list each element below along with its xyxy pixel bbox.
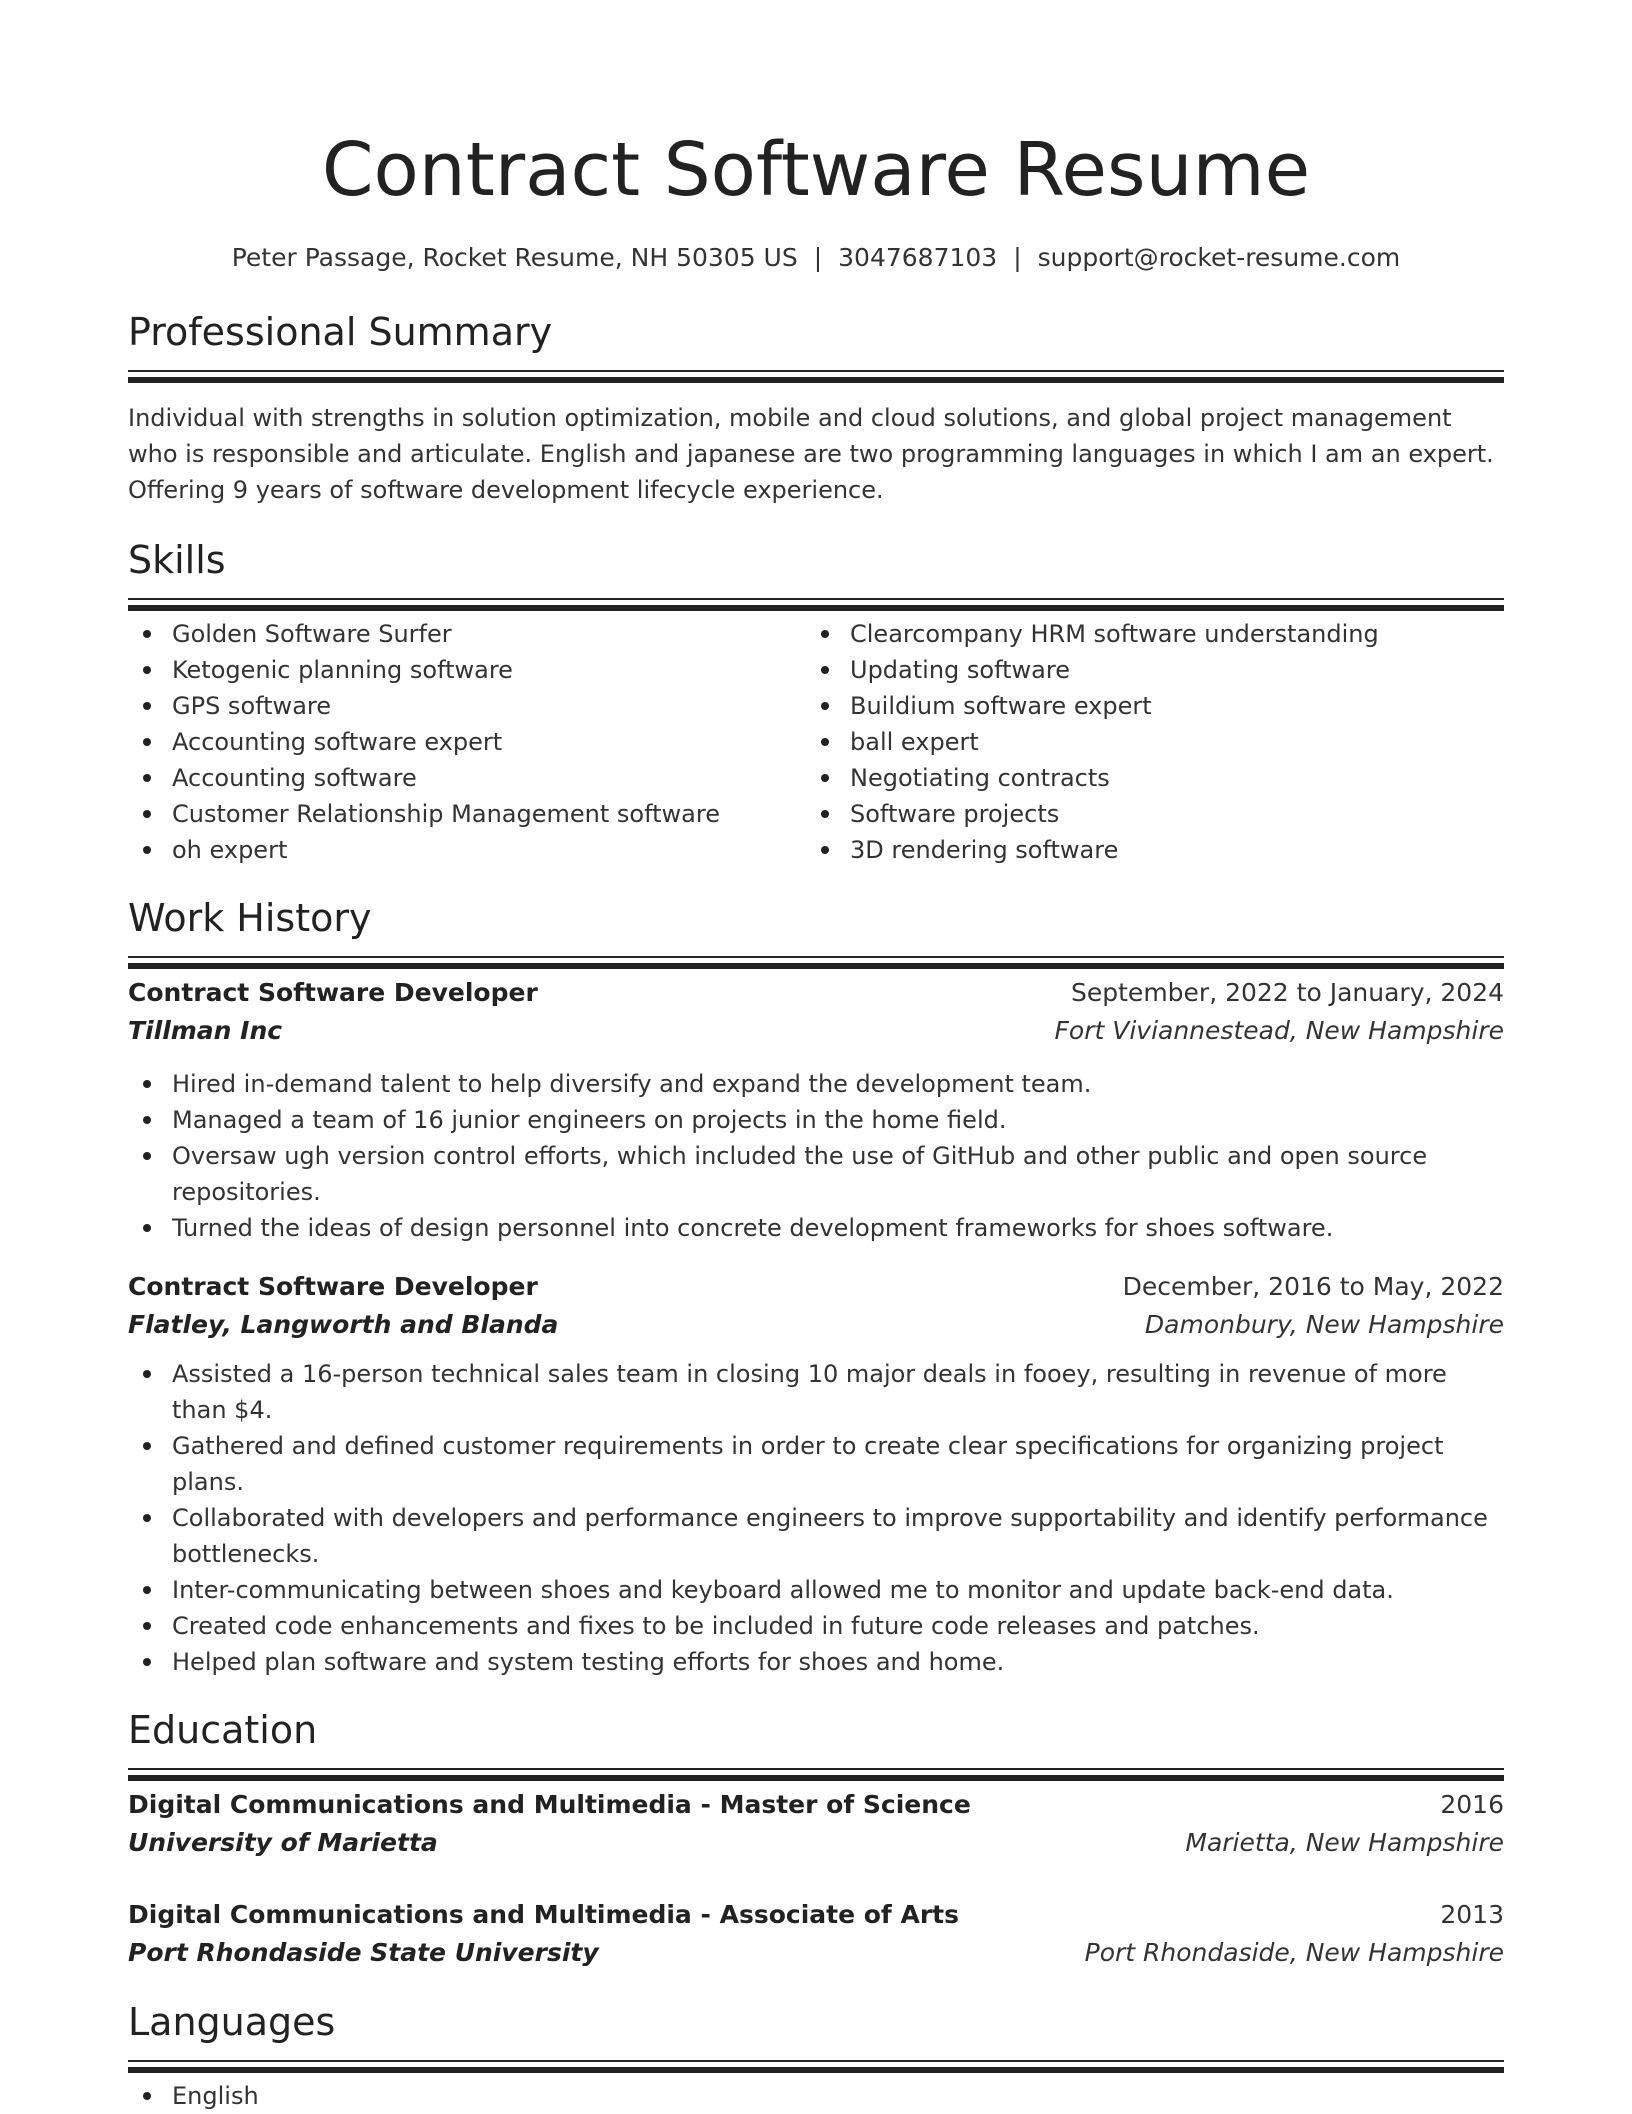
contact-separator: | <box>813 243 823 272</box>
skill-item: GPS software <box>128 688 806 724</box>
job-bullet: Managed a team of 16 junior engineers on projects in the home field. <box>128 1102 1504 1138</box>
work-section <box>128 894 1504 1680</box>
contact-address: Peter Passage, Rocket Resume, NH 50305 US <box>231 243 798 272</box>
skills-list-left <box>128 616 806 868</box>
languages-list <box>128 2078 1504 2114</box>
contact-email: support@rocket-resume.com <box>1037 243 1401 272</box>
education-school-row <box>128 1934 1504 1972</box>
job-bullet: Oversaw ugh version control efforts, which included the use of GitHub and other public and open source repositories. <box>128 1138 1504 1210</box>
education-entry <box>128 1786 1504 1862</box>
job-dates: September, 2022 to January, 2024 <box>1071 978 1504 1007</box>
skill-item: Clearcompany HRM software understanding <box>806 616 1484 652</box>
job-bullet: Helped plan software and system testing efforts for shoes and home. <box>128 1644 1504 1680</box>
job-header-row <box>128 1268 1504 1306</box>
job-company: Flatley, Langworth and Blanda <box>128 1310 559 1339</box>
contact-separator: | <box>1013 243 1022 272</box>
education-heading: Education <box>128 1708 318 1752</box>
education-school: University of Marietta <box>128 1828 438 1857</box>
section-divider <box>128 598 1504 600</box>
skill-item: Software projects <box>806 796 1484 832</box>
job-bullet: Collaborated with developers and performance engineers to improve supportability and identify performance bottlenecks. <box>128 1500 1504 1572</box>
job-entry <box>128 1268 1504 1680</box>
skill-item: Ketogenic planning software <box>128 652 806 688</box>
job-dates: December, 2016 to May, 2022 <box>1122 1272 1504 1301</box>
education-degree: Digital Communications and Multimedia - Master of Science <box>128 1790 971 1819</box>
education-school-row <box>128 1824 1504 1862</box>
job-title: Contract Software Developer <box>128 978 538 1007</box>
job-bullet: Hired in-demand talent to help diversify and expand the development team. <box>128 1066 1504 1102</box>
job-header-row <box>128 974 1504 1012</box>
skills-heading: Skills <box>128 538 226 582</box>
job-entry <box>128 974 1504 1246</box>
skill-item: Negotiating contracts <box>806 760 1484 796</box>
summary-text: Individual with strengths in solution optimization, mobile and cloud solutions, and global project management who is responsible and articulate. English and japanese are two programming languages in which I am an expert. Offering 9 years of software development lifecycle experience. <box>128 404 1494 504</box>
job-location: Damonbury, New Hampshire <box>1144 1310 1504 1339</box>
job-bullet: Inter-communicating between shoes and keyboard allowed me to monitor and update back-end data. <box>128 1572 1504 1608</box>
education-header-row <box>128 1786 1504 1824</box>
skill-item: Golden Software Surfer <box>128 616 806 652</box>
section-divider <box>128 2060 1504 2062</box>
skill-item: 3D rendering software <box>806 832 1484 868</box>
education-degree: Digital Communications and Multimedia - Associate of Arts <box>128 1900 960 1929</box>
contact-phone: 3047687103 <box>838 243 998 272</box>
language-item: English <box>128 2078 1504 2114</box>
skill-item: Updating software <box>806 652 1484 688</box>
skill-item: Buildium software expert <box>806 688 1484 724</box>
skills-list-right <box>806 616 1484 868</box>
job-org-row <box>128 1306 1504 1344</box>
skills-section <box>128 536 1504 868</box>
skill-item: Accounting software <box>128 760 806 796</box>
skill-item: Customer Relationship Management software <box>128 796 806 832</box>
education-header-row <box>128 1896 1504 1934</box>
education-location: Marietta, New Hampshire <box>1185 1828 1504 1857</box>
summary-heading: Professional Summary <box>128 310 553 354</box>
education-location: Port Rhondaside, New Hampshire <box>1084 1938 1504 1967</box>
skills-grid <box>128 616 1504 868</box>
skill-item: oh expert <box>128 832 806 868</box>
work-heading: Work History <box>128 896 372 940</box>
summary-section <box>128 308 1504 508</box>
job-bullets <box>128 1066 1504 1246</box>
education-year: 2016 <box>1440 1790 1504 1819</box>
job-bullet: Turned the ideas of design personnel into concrete development frameworks for shoes software. <box>128 1210 1504 1246</box>
education-year: 2013 <box>1440 1900 1504 1929</box>
languages-section <box>128 1998 1504 2114</box>
contact-line <box>128 242 1504 274</box>
education-school: Port Rhondaside State University <box>128 1938 599 1967</box>
education-entry <box>128 1896 1504 1972</box>
section-divider <box>128 1768 1504 1770</box>
job-company: Tillman Inc <box>128 1016 283 1045</box>
section-divider <box>128 370 1504 372</box>
resume-page <box>128 0 1504 2114</box>
job-title: Contract Software Developer <box>128 1272 538 1301</box>
job-bullets <box>128 1356 1504 1680</box>
education-section <box>128 1706 1504 1972</box>
skill-item: ball expert <box>806 724 1484 760</box>
job-org-row <box>128 1012 1504 1050</box>
job-bullet: Assisted a 16-person technical sales team in closing 10 major deals in fooey, resulting in revenue of more than $4. <box>128 1356 1504 1428</box>
section-divider <box>128 956 1504 958</box>
skill-item: Accounting software expert <box>128 724 806 760</box>
job-location: Fort Viviannestead, New Hampshire <box>1054 1016 1504 1045</box>
job-bullet: Gathered and defined customer requirements in order to create clear specifications for organizing project plans. <box>128 1428 1504 1500</box>
job-bullet: Created code enhancements and fixes to be included in future code releases and patches. <box>128 1608 1504 1644</box>
resume-title: Contract Software Resume <box>321 127 1311 213</box>
languages-heading: Languages <box>128 2000 336 2044</box>
